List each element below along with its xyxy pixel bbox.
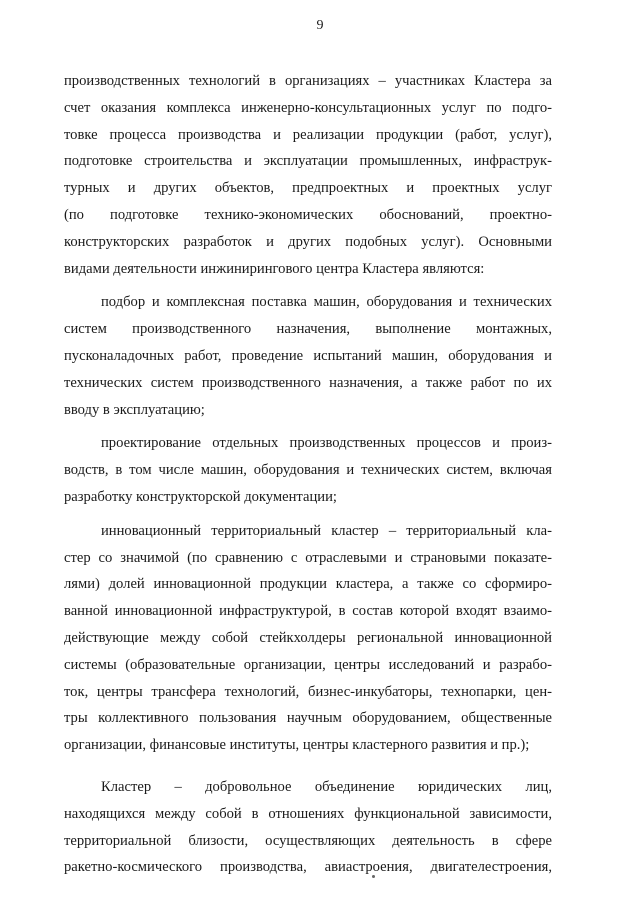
text-line: (по подготовке технико-экономических обоснований, проектно- (64, 206, 552, 223)
text-line: подбор и комплексная поставка машин, оборудования и технических (101, 294, 552, 311)
paragraph-innovation-cluster-definition (64, 518, 552, 759)
text-line: технических систем производственного назначения, а также работ по их (64, 374, 552, 391)
text-line: ванной инновационной инфраструктурой, в состав которой входят взаимо- (64, 603, 552, 620)
paragraph-equipment-supply (64, 289, 552, 423)
paragraph-process-design (64, 430, 552, 510)
text-line: производственных технологий в организациях – участниках Кластера за (64, 73, 552, 89)
text-line: тры коллективного пользования научным оборудованием, общественные (64, 710, 552, 727)
text-line: территориальной близости, осуществляющих деятельность в сфере (64, 832, 552, 849)
text-line: счет оказания комплекса инженерно-консультационных услуг по подго- (64, 99, 552, 116)
text-line: турных и других объектов, предпроектных и проектных услуг (64, 180, 552, 197)
text-line: лями) долей инновационной продукции кластера, а также со сформиро- (64, 576, 552, 593)
text-line: водств, в том числе машин, оборудования и технических систем, включая (64, 462, 552, 479)
document-body (64, 68, 552, 881)
text-line: находящихся между собой в отношениях функциональной зависимости, (64, 805, 552, 822)
text-line: проектирование отдельных производственных процессов и произ- (101, 435, 552, 452)
text-line: видами деятельности инжинирингового центра Кластера являются: (64, 260, 485, 277)
text-line: подготовке строительства и эксплуатации промышленных, инфраструк- (64, 153, 552, 170)
paragraph-engineering-services (64, 68, 552, 282)
text-line: стер со значимой (по сравнению с отраслевыми и страновыми показате- (64, 549, 552, 566)
text-line: Кластер – добровольное объединение юридических лиц, (101, 778, 552, 795)
text-line: организации, финансовые институты, центры кластерного развития и пр.); (64, 737, 530, 754)
text-line: вводу в эксплуатацию; (64, 401, 205, 418)
paragraph-cluster-definition (64, 774, 552, 881)
text-line: разработку конструкторской документации; (64, 488, 337, 505)
page-number: 9 (316, 18, 324, 33)
text-line: ракетно-космического производства, авиастроения, двигателестроения, (64, 859, 552, 876)
text-line: действующие между собой стейкхолдеры региональной инновационной (64, 629, 552, 646)
text-line: конструкторских разработок и других подобных услуг). Основными (64, 233, 552, 250)
text-line: товке процесса производства и реализации продукции (работ, услуг), (64, 126, 552, 143)
text-line: систем производственного назначения, выполнение монтажных, (64, 321, 552, 338)
text-line: ток, центры трансфера технологий, бизнес-инкубаторы, технопарки, цен- (64, 683, 552, 700)
text-line: пусконаладочных работ, проведение испытаний машин, оборудования и (64, 347, 552, 364)
scan-speck (372, 875, 375, 878)
text-line: инновационный территориальный кластер – территориальный кла- (101, 522, 552, 539)
text-line: системы (образовательные организации, центры исследований и разрабо- (64, 656, 552, 673)
